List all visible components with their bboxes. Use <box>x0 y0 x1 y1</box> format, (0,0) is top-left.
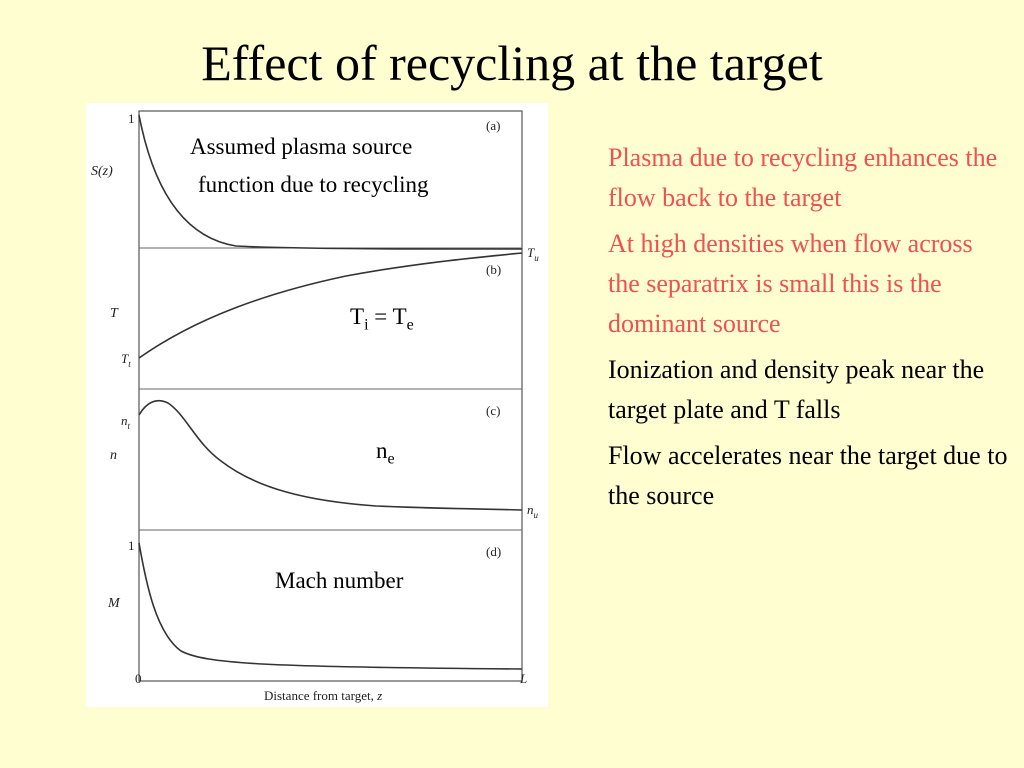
tick-source-one: 1 <box>128 111 135 126</box>
temperature-curve <box>139 253 522 358</box>
tick-temperature-target: $T_t$ <box>121 351 131 369</box>
x-tick-l: L <box>520 671 528 686</box>
bullet-high-density: At high densities when flow across the separatrix is small this is the dominant source <box>608 229 973 338</box>
panel-label-a: (a) <box>486 118 501 133</box>
density-annotation: $n_e$ <box>376 438 395 468</box>
tick-density-target: $n_t$ <box>121 413 131 431</box>
bullet-list <box>608 138 1008 522</box>
x-tick-zero: 0 <box>135 671 142 686</box>
ylabel-density: n <box>110 448 117 463</box>
source-annotation-line2: function due to recycling <box>198 172 429 197</box>
source-annotation-line1: Assumed plasma source <box>190 134 413 159</box>
label-temperature-upstream: $T_u$ <box>527 245 539 263</box>
x-axis-label: Distance from target, z <box>264 688 383 703</box>
label-density-upstream: $n_u$ <box>527 502 538 520</box>
density-curve <box>139 401 522 510</box>
temperature-annotation: $T_i = T_e$ <box>350 304 414 334</box>
tick-mach-one: 1 <box>128 538 135 553</box>
bullet-recycling-flow: Plasma due to recycling enhances the flow back to the target <box>608 143 998 212</box>
mach-annotation: Mach number <box>275 568 404 593</box>
ylabel-temperature: T <box>110 306 118 321</box>
slide-title: Effect of recycling at the target <box>201 35 823 91</box>
panel-label-d: (d) <box>486 544 502 559</box>
panel-label-c: (c) <box>486 403 501 418</box>
panel-label-b: (b) <box>486 262 502 277</box>
mach-curve <box>139 543 522 669</box>
bullet-flow-acceleration: Flow accelerates near the target due to the source <box>608 441 1008 510</box>
bullet-ionization-peak: Ionization and density peak near the target plate and T falls <box>608 355 985 424</box>
ylabel-source: S(z) <box>91 164 113 179</box>
ylabel-mach: M <box>108 596 120 611</box>
